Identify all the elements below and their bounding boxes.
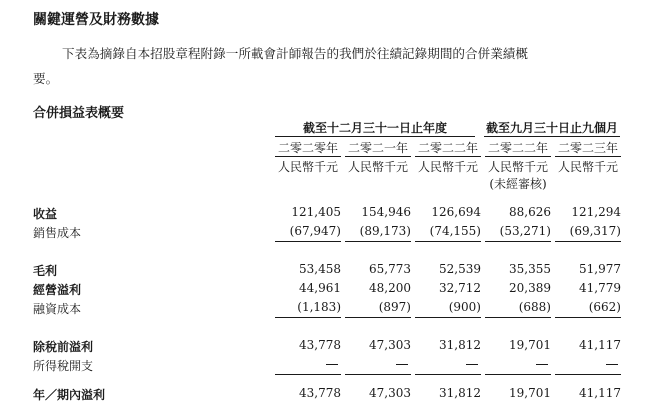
table-cell: 88,626 bbox=[509, 205, 551, 219]
table-cell: 41,117 bbox=[579, 338, 621, 352]
table-cell: 48,200 bbox=[369, 281, 411, 295]
table-cell: 20,389 bbox=[509, 281, 551, 295]
table-cell: 126,694 bbox=[431, 205, 481, 219]
table-cell bbox=[555, 357, 621, 371]
nil-dash bbox=[326, 364, 338, 365]
column-year-underline bbox=[275, 156, 341, 157]
nil-dash bbox=[606, 364, 618, 365]
subtotal-rule bbox=[485, 241, 551, 242]
table-cell: 43,778 bbox=[299, 338, 341, 352]
table-cell bbox=[275, 357, 341, 371]
column-unit-header: 人民幣千元 bbox=[277, 160, 338, 174]
table-cell: 154,946 bbox=[361, 205, 411, 219]
subtotal-rule bbox=[415, 241, 481, 242]
nine-months-group-header: 截至九月三十日止九個月 bbox=[485, 121, 618, 135]
table-cell: 41,779 bbox=[579, 281, 621, 295]
table-cell: (662) bbox=[588, 300, 621, 314]
subtotal-rule bbox=[485, 374, 551, 375]
subtotal-rule bbox=[275, 374, 341, 375]
subtotal-rule bbox=[345, 374, 411, 375]
subtotal-rule bbox=[555, 374, 621, 375]
table-cell bbox=[485, 357, 551, 371]
table-cell: 44,961 bbox=[299, 281, 341, 295]
row-label: 年／期內溢利 bbox=[33, 388, 106, 402]
column-year-header: 二零二二年 bbox=[487, 141, 548, 155]
table-cell: 19,701 bbox=[509, 386, 551, 400]
column-year-underline bbox=[485, 156, 551, 157]
table-cell bbox=[345, 357, 411, 371]
row-label: 毛利 bbox=[33, 264, 58, 278]
table-cell: 41,117 bbox=[579, 386, 621, 400]
subtotal-rule bbox=[345, 241, 411, 242]
column-year-header: 二零二一年 bbox=[347, 141, 408, 155]
row-label: 收益 bbox=[33, 207, 58, 221]
table-cell: 65,773 bbox=[369, 262, 411, 276]
subtotal-rule bbox=[485, 317, 551, 318]
nine-months-group-rule bbox=[484, 136, 620, 137]
table-cell: (1,183) bbox=[297, 300, 341, 314]
year-end-group-header: 截至十二月三十一日止年度 bbox=[302, 121, 447, 135]
column-year-header: 二零二三年 bbox=[557, 141, 618, 155]
column-unit-header: 人民幣千元 bbox=[487, 160, 548, 174]
column-year-underline bbox=[555, 156, 621, 157]
table-title: 合併損益表概要 bbox=[33, 106, 125, 121]
column-unit-header: 人民幣千元 bbox=[347, 160, 408, 174]
table-cell: (900) bbox=[448, 300, 481, 314]
table-cell: 121,294 bbox=[571, 205, 621, 219]
subtotal-rule bbox=[555, 241, 621, 242]
table-cell: 47,303 bbox=[369, 386, 411, 400]
subtotal-rule bbox=[415, 374, 481, 375]
table-cell: (74,155) bbox=[429, 224, 481, 238]
table-cell: (688) bbox=[518, 300, 551, 314]
column-unit-header: 人民幣千元 bbox=[417, 160, 478, 174]
table-cell: (897) bbox=[378, 300, 411, 314]
column-year-underline bbox=[345, 156, 411, 157]
row-label: 銷售成本 bbox=[33, 226, 82, 240]
table-cell: 47,303 bbox=[369, 338, 411, 352]
subtotal-rule bbox=[345, 317, 411, 318]
row-label: 所得稅開支 bbox=[33, 359, 94, 373]
row-label: 經營溢利 bbox=[33, 283, 82, 297]
table-cell: 31,812 bbox=[439, 386, 481, 400]
nil-dash bbox=[466, 364, 478, 365]
table-cell: (69,317) bbox=[569, 224, 621, 238]
subtotal-rule bbox=[275, 317, 341, 318]
table-cell: (89,173) bbox=[359, 224, 411, 238]
subtotal-rule bbox=[555, 317, 621, 318]
column-year-underline bbox=[415, 156, 481, 157]
table-cell: 19,701 bbox=[509, 338, 551, 352]
column-unit-header: 人民幣千元 bbox=[557, 160, 618, 174]
column-unaudited-note: (未經審核) bbox=[489, 177, 547, 191]
nil-dash bbox=[536, 364, 548, 365]
table-cell: 31,812 bbox=[439, 338, 481, 352]
subtotal-rule bbox=[275, 241, 341, 242]
table-cell: 51,977 bbox=[579, 262, 621, 276]
table-cell: 32,712 bbox=[439, 281, 481, 295]
table-cell: 35,355 bbox=[509, 262, 551, 276]
column-year-header: 二零二二年 bbox=[417, 141, 478, 155]
row-label: 融資成本 bbox=[33, 302, 82, 316]
subtotal-rule bbox=[415, 317, 481, 318]
table-cell: (67,947) bbox=[289, 224, 341, 238]
intro-line-2: 要。 bbox=[33, 71, 59, 86]
table-cell: 43,778 bbox=[299, 386, 341, 400]
year-end-group-rule bbox=[275, 136, 475, 137]
table-cell: 52,539 bbox=[439, 262, 481, 276]
table-cell: (53,271) bbox=[499, 224, 551, 238]
row-label: 除稅前溢利 bbox=[33, 340, 94, 354]
column-year-header: 二零二零年 bbox=[277, 141, 338, 155]
section-title: 關鍵運營及財務數據 bbox=[33, 12, 159, 28]
intro-line-1: 下表為摘錄自本招股章程附錄一所載會計師報告的我們於往績記錄期間的合併業績概 bbox=[62, 46, 528, 61]
table-cell: 121,405 bbox=[291, 205, 341, 219]
nil-dash bbox=[396, 364, 408, 365]
table-cell: 53,458 bbox=[299, 262, 341, 276]
table-cell bbox=[415, 357, 481, 371]
